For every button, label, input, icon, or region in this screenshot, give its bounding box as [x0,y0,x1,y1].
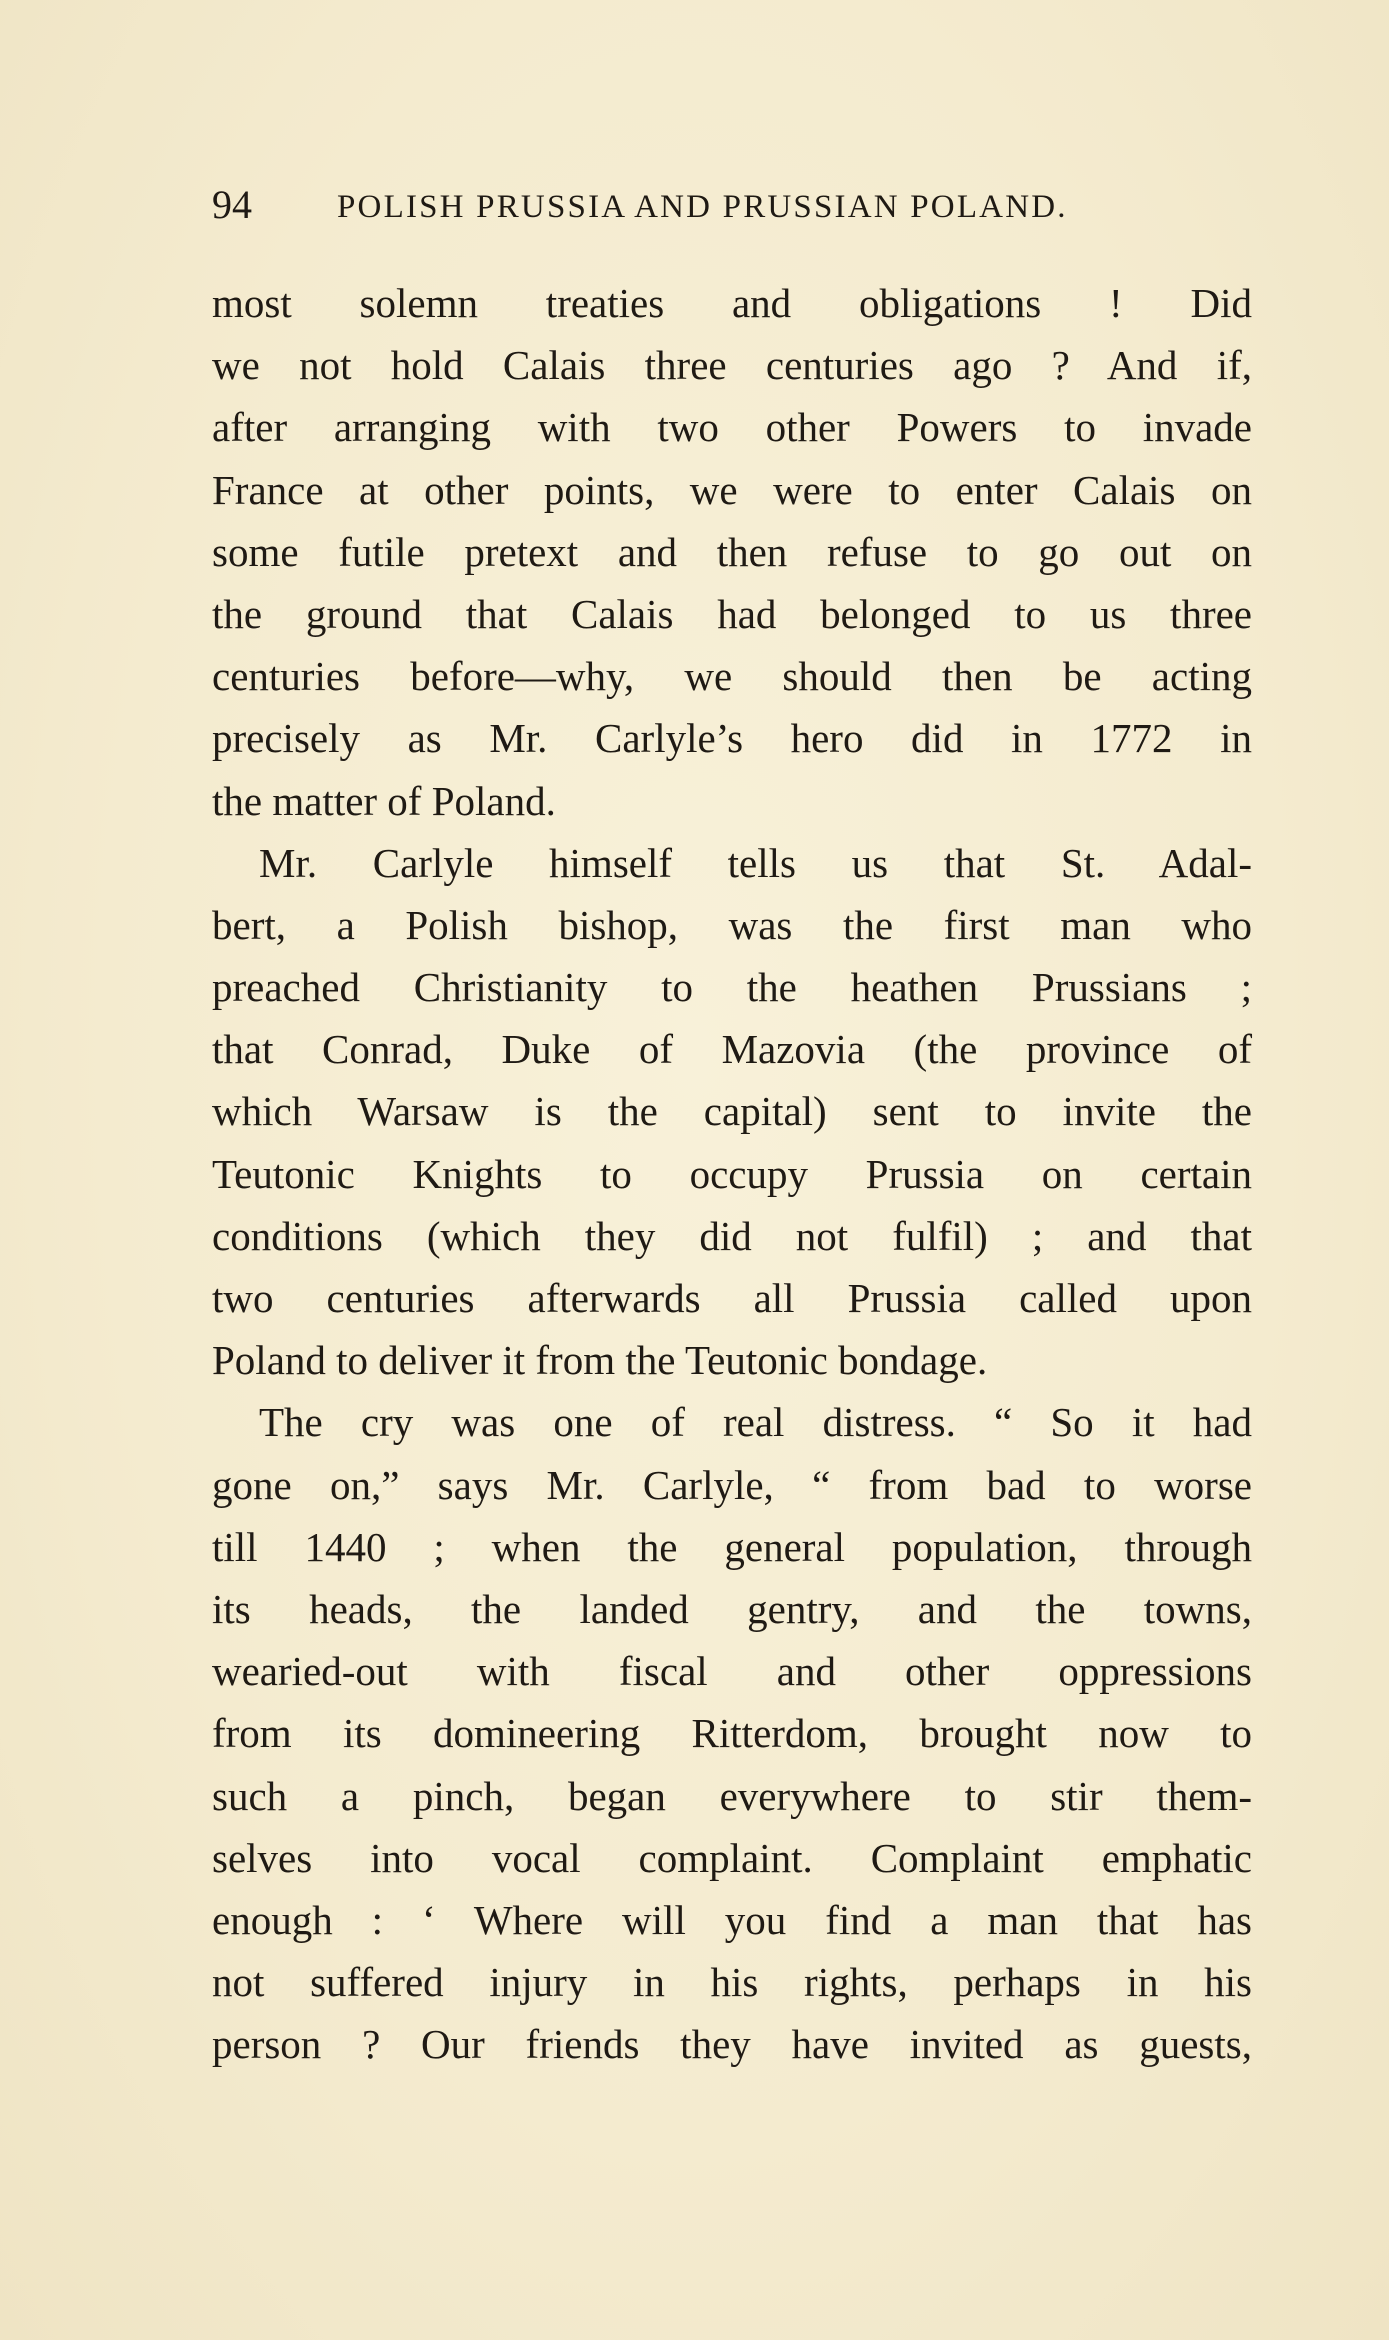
text-line: not suffered injury in his rights, perhaps in his [212,1959,1252,2006]
text-line: enough : ‘ Where will you find a man that has [212,1896,1252,1943]
text-line: we not hold Calais three centuries ago ? And if, [212,342,1252,389]
text-line: such a pinch, began everywhere to stir them- [212,1772,1252,1819]
text-line: the ground that Calais had belonged to us three [212,590,1252,637]
text-body [212,272,1252,2075]
text-line: till 1440 ; when the general population, through [212,1523,1252,1570]
text-line: Teutonic Knights to occupy Prussia on certain [212,1150,1252,1197]
text-line: bert, a Polish bishop, was the first man who [212,901,1252,948]
text-line: the matter of Poland. [212,777,556,824]
text-line: centuries before—why, we should then be acting [212,653,1252,700]
text-line: which Warsaw is the capital) sent to invite the [212,1088,1252,1135]
text-line: after arranging with two other Powers to invade [212,404,1252,451]
text-line: Poland to deliver it from the Teutonic bondage. [212,1337,988,1384]
running-head [212,180,1252,230]
text-line: wearied-out with fiscal and other oppressions [212,1648,1252,1695]
text-line: most solemn treaties and obligations ! Did [212,280,1252,326]
text-line: France at other points, we were to enter Calais on [212,466,1252,513]
text-line: preached Christianity to the heathen Prussians ; [212,964,1252,1011]
text-line: from its domineering Ritterdom, brought now to [212,1710,1252,1757]
text-line: Mr. Carlyle himself tells us that St. Adal- [259,839,1252,886]
text-line: The cry was one of real distress. “ So it had [259,1399,1252,1446]
text-line: selves into vocal complaint. Complaint emphatic [212,1834,1252,1881]
text-line: two centuries afterwards all Prussia called upon [212,1275,1252,1321]
page-number: 94 [212,182,252,227]
text-line: its heads, the landed gentry, and the towns, [212,1585,1252,1632]
text-line: some futile pretext and then refuse to go out on [212,528,1252,575]
text-line: that Conrad, Duke of Mazovia (the province of [212,1026,1252,1073]
text-line: gone on,” says Mr. Carlyle, “ from bad to worse [212,1461,1252,1508]
text-line: person ? Our friends they have invited as guests, [212,2021,1252,2068]
running-title: POLISH PRUSSIA AND PRUSSIAN POLAND. [337,189,1068,225]
text-line: precisely as Mr. Carlyle’s hero did in 1772 in [212,715,1252,762]
text-line: conditions (which they did not fulfil) ; and that [212,1212,1252,1259]
